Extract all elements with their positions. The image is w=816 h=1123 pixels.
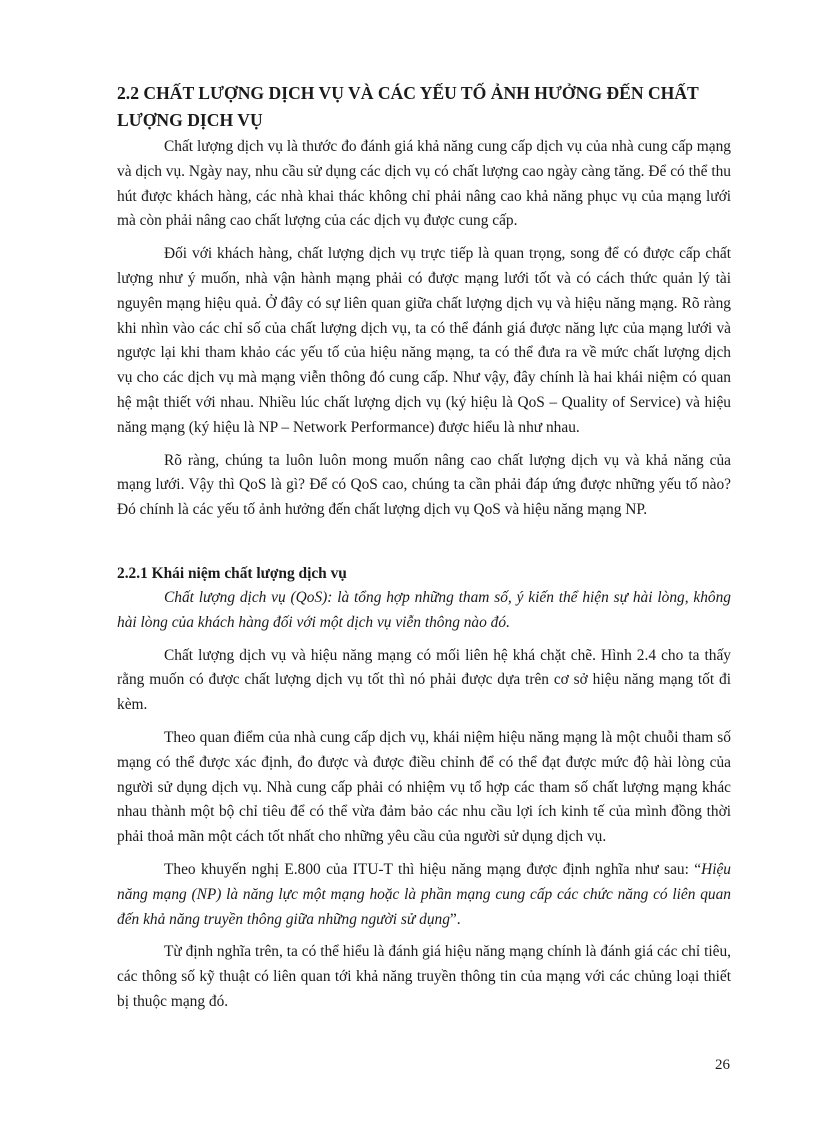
subsection-heading: 2.2.1 Khái niệm chất lượng dịch vụ xyxy=(117,564,347,582)
page-content xyxy=(117,80,731,1023)
subsection-paragraph-1: Chất lượng dịch vụ và hiệu năng mạng có mối liên hệ khá chặt chẽ. Hình 2.4 cho ta thấy rằng muốn có được chất lượng dịch vụ tốt thì nó phải được dựa trên cơ sở hiệu năng mạng tốt đi kèm. xyxy=(117,646,731,714)
section-paragraph-1: Chất lượng dịch vụ là thước đo đánh giá khả năng cung cấp dịch vụ của nhà cung cấp mạng và dịch vụ. Ngày nay, nhu cầu sử dụng các dịch vụ có chất lượng cao ngày càng tăng. Để có thể thu hút được khách hàng, các nhà khai thác không chỉ phải nâng cao khả năng phục vụ của mạng lưới mà còn phải nâng cao chất lượng của các dịch vụ được cung cấp. xyxy=(117,138,731,230)
section-heading: 2.2 CHẤT LƯỢNG DỊCH VỤ VÀ CÁC YẾU TỐ ẢNH HƯỞNG ĐẾN CHẤT LƯỢNG DỊCH VỤ xyxy=(117,83,699,130)
subsection-paragraph-2: Theo quan điểm của nhà cung cấp dịch vụ, khái niệm hiệu năng mạng là một chuỗi tham số mạng có thể được xác định, đo được và được điều chỉnh để có thể đạt được mức độ hài lòng của người sử dụng dịch vụ. Nhà cung cấp phải có nhiệm vụ tổ hợp các tham số chất lượng mạng khác nhau thành một bộ chỉ tiêu để có thể vừa đảm bảo các nhu cầu lợi ích kinh tế của mình đồng thời phải thoả mãn một cách tốt nhất cho những yêu cầu của người sử dụng dịch vụ. xyxy=(117,728,731,846)
recommendation-end: ”. xyxy=(449,910,461,928)
qos-definition: Chất lượng dịch vụ (QoS): là tổng hợp những tham số, ý kiến thể hiện sự hài lòng, không hài lòng của khách hàng đối với một dịch vụ viễn thông nào đó. xyxy=(117,588,731,631)
section-paragraph-2: Đối với khách hàng, chất lượng dịch vụ trực tiếp là quan trọng, song để có được cấp chất lượng như ý muốn, nhà vận hành mạng phải có được mạng lưới tốt và có cách thức quản lý tài nguyên mạng hiệu quả. Ở đây có sự liên quan giữa chất lượng dịch vụ và hiệu năng mạng. Rõ ràng khi nhìn vào các chỉ số của chất lượng dịch vụ, ta có thể đánh giá được năng lực của mạng lưới và ngược lại khi tham khảo các yếu tố của hiệu năng mạng, ta có thể đưa ra về mức chất lượng dịch vụ cho các dịch vụ mà mạng viễn thông đó cung cấp. Như vậy, đây chính là hai khái niệm có quan hệ mật thiết với nhau. Nhiều lúc chất lượng dịch vụ (ký hiệu là QoS – Quality of Service) và hiệu năng mạng (ký hiệu là NP – Network Performance) được hiểu là như nhau. xyxy=(117,245,731,436)
recommendation-intro: Theo khuyến nghị E.800 của ITU-T thì hiệu năng mạng được định nghĩa như sau: “ xyxy=(164,860,702,878)
section-paragraph-3: Rõ ràng, chúng ta luôn luôn mong muốn nâng cao chất lượng dịch vụ và khả năng của mạng lưới. Vậy thì QoS là gì? Để có QoS cao, chúng ta cần phải đáp ứng được những yếu tố nào? Đó chính là các yếu tố ảnh hưởng đến chất lượng dịch vụ QoS và hiệu năng mạng NP. xyxy=(117,451,731,519)
np-definition-quote: Hiệu năng mạng (NP) là năng lực một mạng hoặc là phần mạng cung cấp các chức năng có liên quan đến khả năng truyền thông giữa những người sử dụng xyxy=(117,860,731,928)
recommendation-paragraph xyxy=(117,858,731,932)
subsection-paragraph-3: Từ định nghĩa trên, ta có thể hiểu là đánh giá hiệu năng mạng chính là đánh giá các chỉ tiêu, các thông số kỹ thuật có liên quan tới khả năng truyền thông tin của mạng với các chủng loại thiết bị thuộc mạng đó. xyxy=(117,943,731,1010)
page-number: 26 xyxy=(715,1057,730,1073)
